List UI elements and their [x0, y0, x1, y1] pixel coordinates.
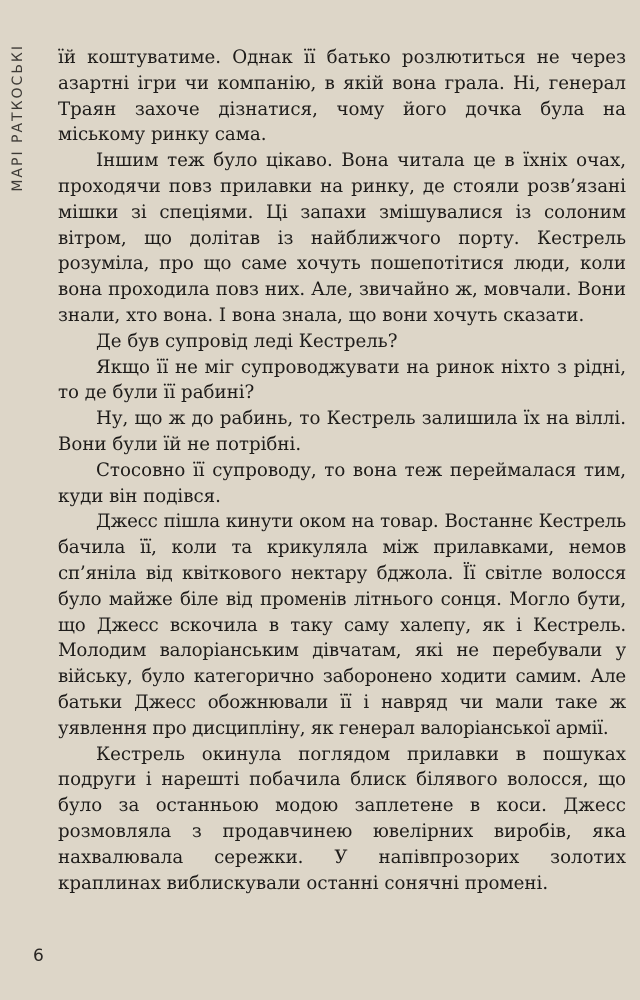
paragraph: Джесс пішла кинути оком на товар. Востаннє Кестрель бачила її, коли та крикуляла між прилавками, немов сп’яніла від квіткового нектару бджола. Її світле волосся було майже біле від променів літнього сонця. Могло бути, що Джесс вскочила в таку саму халепу, як і Кестрель. Молодим валоріанським дівчатам, які не перебували у війську, було категорично заборонено ходити самим. Але батьки Джесс обожнювали її і навряд чи мали таке ж уявлення про дисципліну, як генерал валоріанської армії. — [58, 511, 626, 739]
paragraph: Ну, що ж до рабинь, то Кестрель залишила їх на віллі. Вони були їй не потрібні. — [58, 408, 626, 455]
paragraph: їй коштуватиме. Однак її батько розлютиться не через азартні ігри чи компанію, в якій вона грала. Ні, генерал Траян захоче дізнатися, чому його дочка була на міському ринку сама. — [58, 47, 626, 146]
paragraph: Якщо її не міг супроводжувати на ринок ніхто з рідні, то де були її рабині? — [58, 356, 626, 404]
paragraph: Де був супровід леді Кестрель? — [96, 330, 398, 352]
page-number: 6 — [33, 946, 44, 966]
paragraph: Іншим теж було цікаво. Вона читала це в їхніх очах, проходячи повз прилавки на ринку, де стояли розв’язані мішки зі спеціями. Ці запахи змішувалися із солоним вітром, що долітав із найближчого порту. Кестрель розуміла, про що саме хочуть пошепотітися люди, коли вона проходила повз них. Але, звичайно ж, мовчали. Вони знали, хто вона. І вона знала, що вони хочуть сказати. — [58, 150, 626, 326]
running-head-text: МАРІ РАТКОСЬКІ — [10, 44, 26, 192]
body-text — [58, 45, 626, 896]
paragraph: Кестрель окинула поглядом прилавки в пошуках подруги і нарешті побачила блиск білявого волосся, що було за останньою модою заплетене в коси. Джесс розмовляла з продавчинею ювелірних виробів, яка нахвалювала сережки. У напівпрозорих золотих краплинах виблискували останні сонячні промені. — [58, 743, 626, 894]
paragraph: Стосовно її супроводу, то вона теж переймалася тим, куди він подівся. — [58, 459, 626, 507]
running-head — [2, 44, 42, 224]
